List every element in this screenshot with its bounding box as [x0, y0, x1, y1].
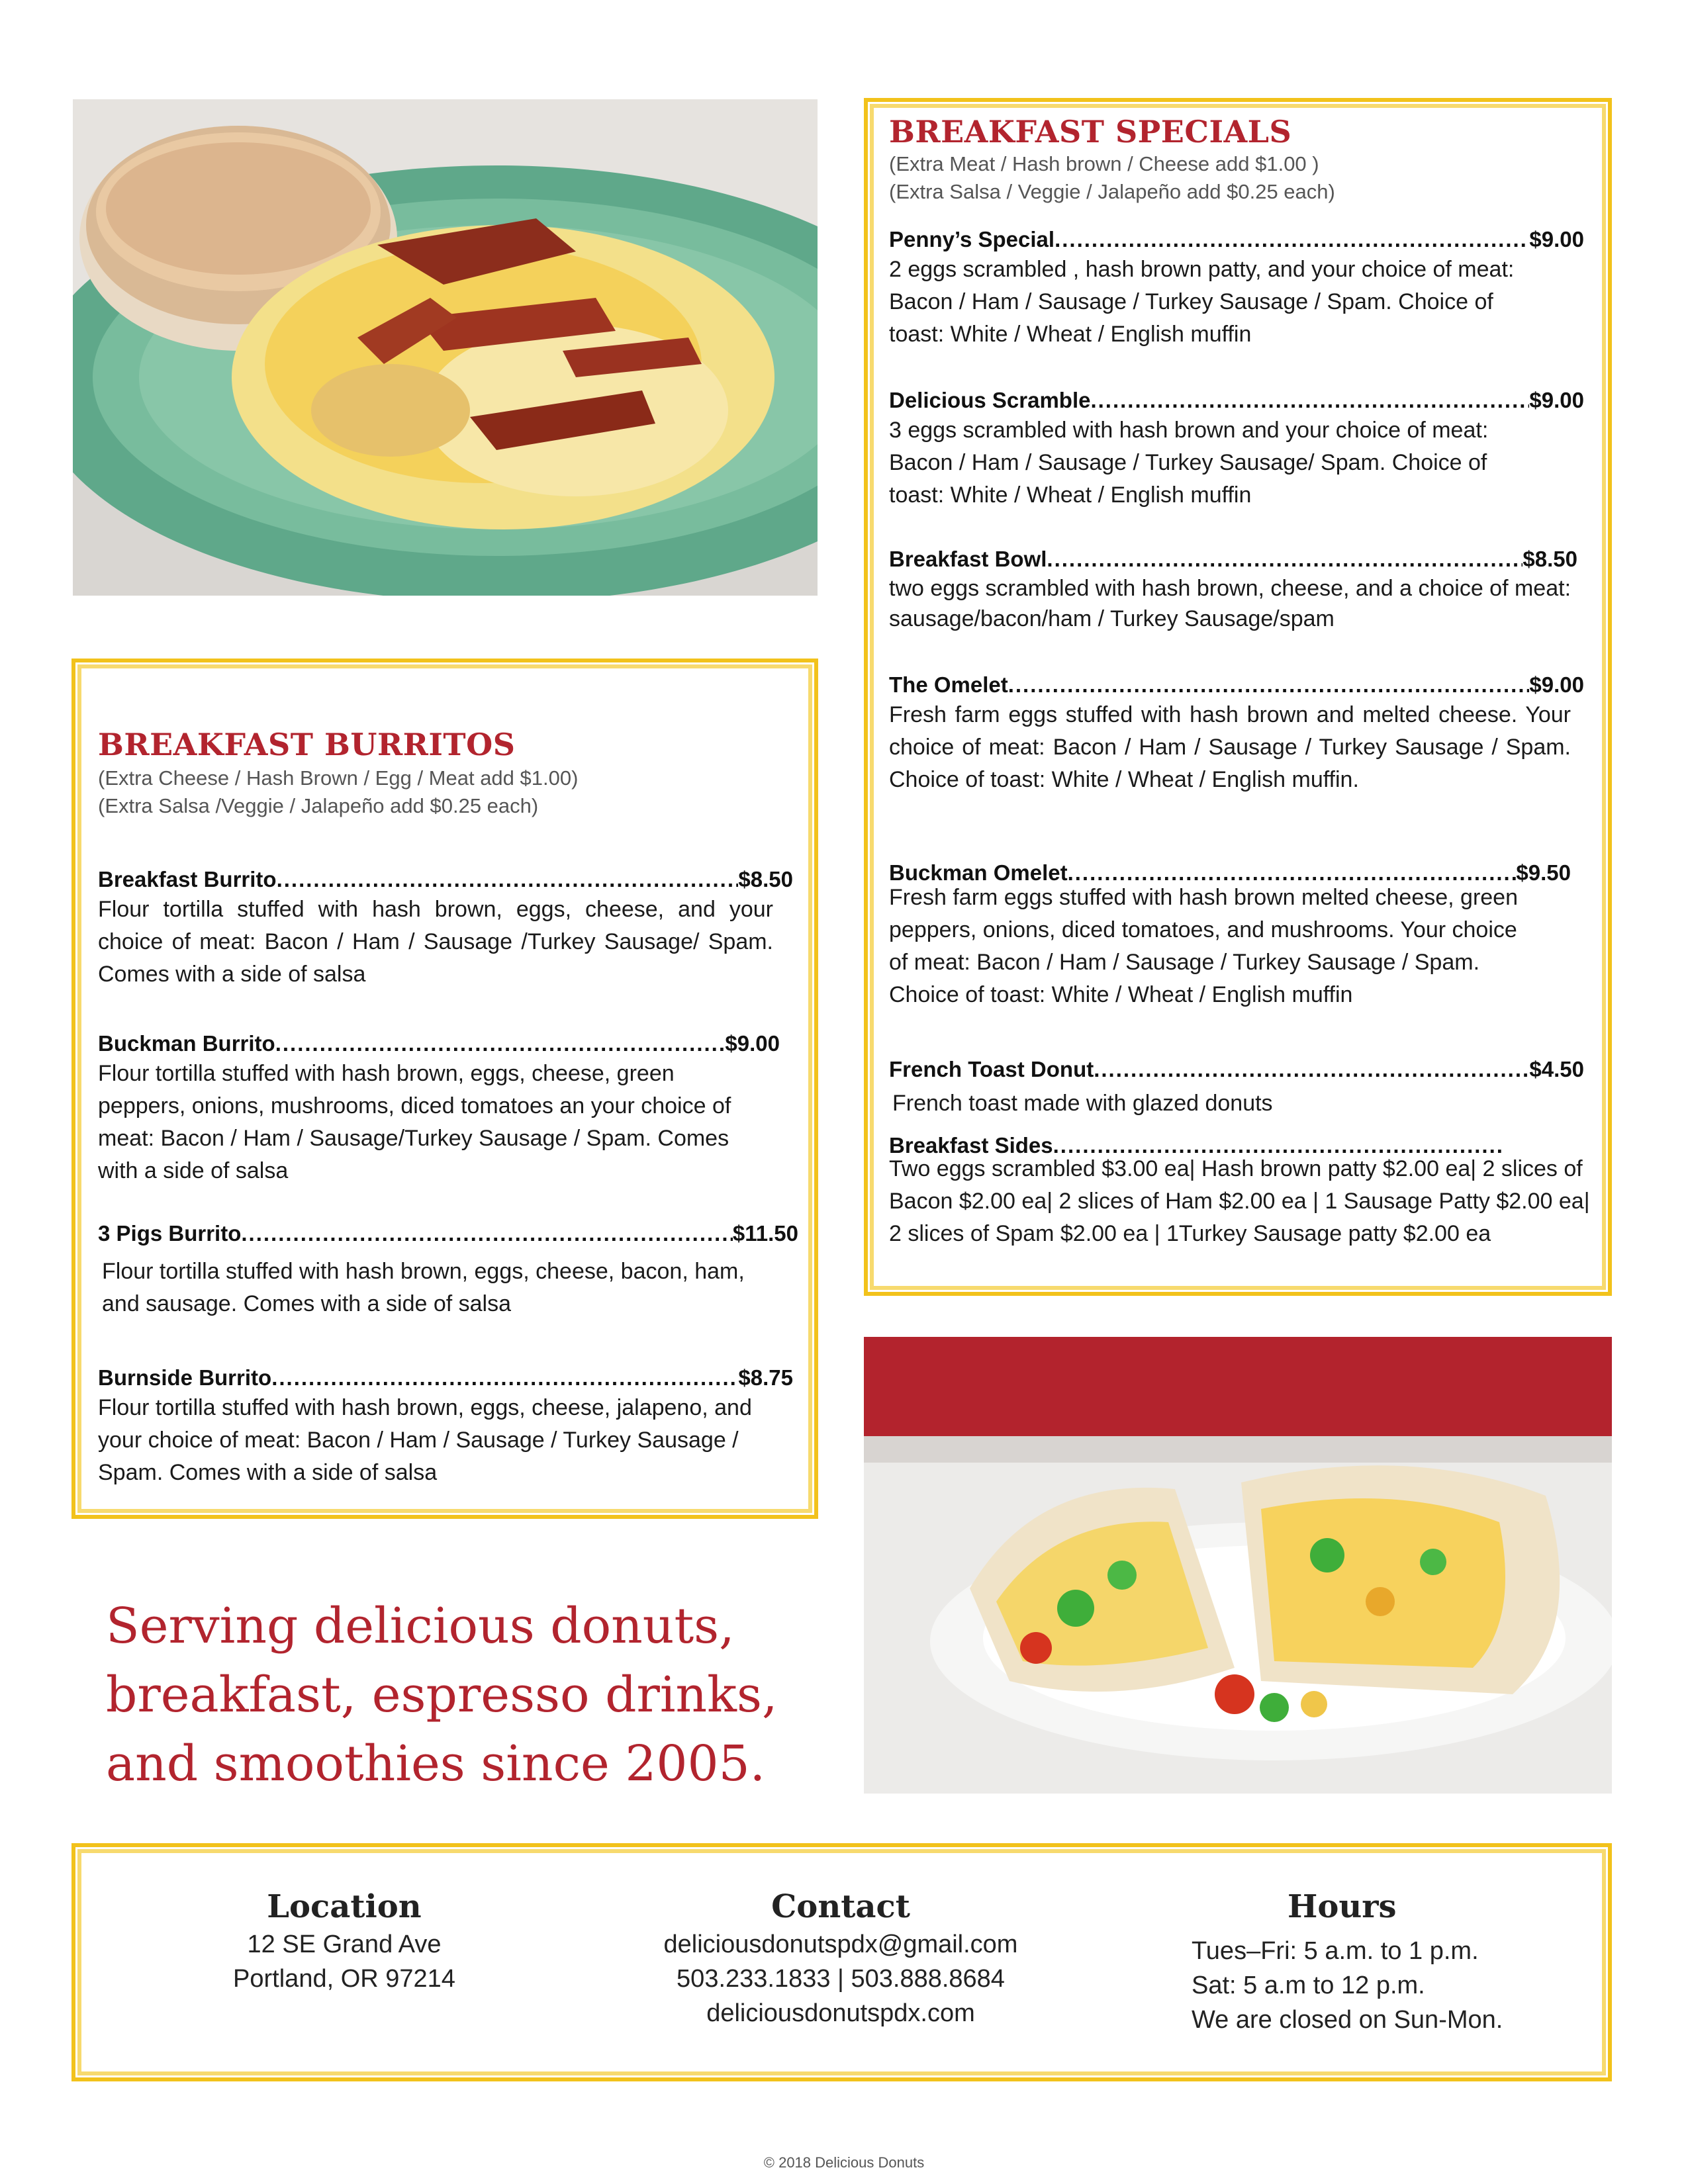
address-line: Portland, OR 97214	[233, 1965, 455, 1993]
item-price: $8.50	[738, 867, 793, 891]
item-price: $9.00	[1529, 227, 1584, 251]
hours-title: Hours	[1288, 1888, 1397, 1925]
item-description: Fresh farm eggs stuffed with hash brown and melted cheese. Your choice of meat: Bacon / Ham / Sausage / Turkey Sausage / Spam. Choice of toast: White / Wheat / English muffin.	[889, 702, 1571, 792]
menu-item-breakfast-burrito	[98, 867, 793, 991]
menu-item-the-omelet	[889, 672, 1584, 796]
website-link[interactable]: deliciousdonutspdx.com	[706, 1999, 975, 2027]
item-description: Fresh farm eggs stuffed with hash brown melted cheese, green peppers, onions, diced tomatoes, and mushrooms. Your choice of meat: Bacon / Ham / Sausage / Turkey Sausage / Spam. Choice of toast: White / Wheat / English muffin	[889, 885, 1518, 1007]
menu-item-buckman-omelet	[889, 860, 1571, 1011]
item-name: Breakfast Bowl	[889, 547, 1047, 571]
specials-note: (Extra Meat / Hash brown / Cheese add $1.00 )	[889, 152, 1319, 175]
specials-note: (Extra Salsa / Veggie / Jalapeño add $0.25 each)	[889, 180, 1335, 203]
menu-item-french-toast-donut	[889, 1057, 1584, 1120]
item-description: Flour tortilla stuffed with hash brown, eggs, cheese, bacon, ham, and sausage. Comes with a side of salsa	[102, 1259, 745, 1316]
item-name: Burnside Burrito	[98, 1365, 272, 1390]
burritos-title: BREAKFAST BURRITOS	[98, 727, 516, 762]
item-description: Flour tortilla stuffed with hash brown, eggs, cheese, and your choice of meat: Bacon / Ham / Sausage /Turkey Sausage/ Spam. Comes with a side of salsa	[98, 897, 773, 987]
hours-section	[1192, 1886, 1562, 2037]
item-name: French Toast Donut	[889, 1057, 1094, 1081]
specials-title: BREAKFAST SPECIALS	[889, 114, 1292, 150]
item-description: French toast made with glazed donuts	[892, 1091, 1273, 1116]
menu-item-3-pigs-burrito	[98, 1221, 798, 1320]
item-price: $4.50	[1529, 1057, 1584, 1081]
item-price: $11.50	[732, 1221, 798, 1246]
item-price: $8.50	[1523, 547, 1577, 571]
item-name: Breakfast Burrito	[98, 867, 277, 891]
menu-item-delicious-scramble	[889, 388, 1584, 512]
burrito-photo	[864, 1337, 1612, 1794]
item-price: $9.50	[1516, 860, 1571, 885]
breakfast-plate-photo	[73, 99, 818, 596]
item-description: Flour tortilla stuffed with hash brown, eggs, cheese, jalapeno, and your choice of meat: Bacon / Ham / Sausage / Turkey Sausage / Spam. Comes with a side of salsa	[98, 1395, 752, 1485]
email-link[interactable]: deliciousdonutspdx@gmail.com	[663, 1931, 1018, 1958]
menu-item-pennys-special	[889, 227, 1584, 351]
hours-line: Tues–Fri: 5 a.m. to 1 p.m.	[1192, 1937, 1479, 1965]
item-name: Breakfast Sides	[889, 1133, 1053, 1158]
item-name: Delicious Scramble	[889, 388, 1091, 412]
item-description: Two eggs scrambled $3.00 ea| Hash brown patty $2.00 ea| 2 slices of Bacon $2.00 ea| 2 slices of Ham $2.00 ea | 1 Sausage Patty $2.00 ea| 2 slices of Spam $2.00 ea | 1Turkey Sausage patty $2.00 ea	[889, 1156, 1590, 1246]
location-section	[185, 1886, 503, 1996]
item-price: $9.00	[1529, 388, 1584, 412]
item-description: 3 eggs scrambled with hash brown and your choice of meat: Bacon / Ham / Sausage / Turkey Sausage/ Spam. Choice of toast: White / Wheat / English muffin	[889, 418, 1489, 508]
item-description: two eggs scrambled with hash brown, cheese, and a choice of meat: sausage/bacon/ham / Turkey Sausage/spam	[889, 576, 1571, 631]
item-name: Buckman Burrito	[98, 1031, 275, 1056]
menu-item-buckman-burrito	[98, 1031, 780, 1187]
burritos-note: (Extra Cheese / Hash Brown / Egg / Meat add $1.00)	[98, 766, 579, 790]
burritos-note: (Extra Salsa /Veggie / Jalapeño add $0.25 each)	[98, 794, 539, 817]
item-description: 2 eggs scrambled , hash brown patty, and your choice of meat: Bacon / Ham / Sausage / Turkey Sausage / Spam. Choice of toast: White / Wheat / English muffin	[889, 257, 1515, 347]
item-name: Buckman Omelet	[889, 860, 1068, 885]
item-price: $9.00	[1529, 672, 1584, 697]
item-price: $9.00	[725, 1031, 780, 1056]
tagline: Serving delicious donuts, breakfast, espresso drinks, and smoothies since 2005.	[106, 1598, 778, 1792]
copyright: © 2018 Delicious Donuts	[763, 2154, 925, 2171]
menu-item-burnside-burrito	[98, 1365, 793, 1489]
item-name: Penny’s Special	[889, 227, 1055, 251]
item-name: The Omelet	[889, 672, 1008, 697]
phone-numbers: 503.233.1833 | 503.888.8684	[677, 1965, 1005, 1993]
menu-item-breakfast-bowl	[889, 547, 1577, 634]
item-price: $8.75	[738, 1365, 793, 1390]
item-description: Flour tortilla stuffed with hash brown, eggs, cheese, green peppers, onions, mushrooms, diced tomatoes an your choice of meat: Bacon / Ham / Sausage/Turkey Sausage / Spam. Comes with a side of salsa	[98, 1061, 731, 1183]
location-title: Location	[267, 1888, 422, 1925]
address-line: 12 SE Grand Ave	[247, 1931, 442, 1958]
menu-item-breakfast-sides	[889, 1133, 1591, 1250]
hours-line: We are closed on Sun-Mon.	[1192, 2006, 1503, 2034]
contact-section	[596, 1886, 1086, 2030]
contact-title: Contact	[771, 1888, 910, 1925]
item-name: 3 Pigs Burrito	[98, 1221, 242, 1246]
hours-line: Sat: 5 a.m to 12 p.m.	[1192, 1972, 1425, 1999]
